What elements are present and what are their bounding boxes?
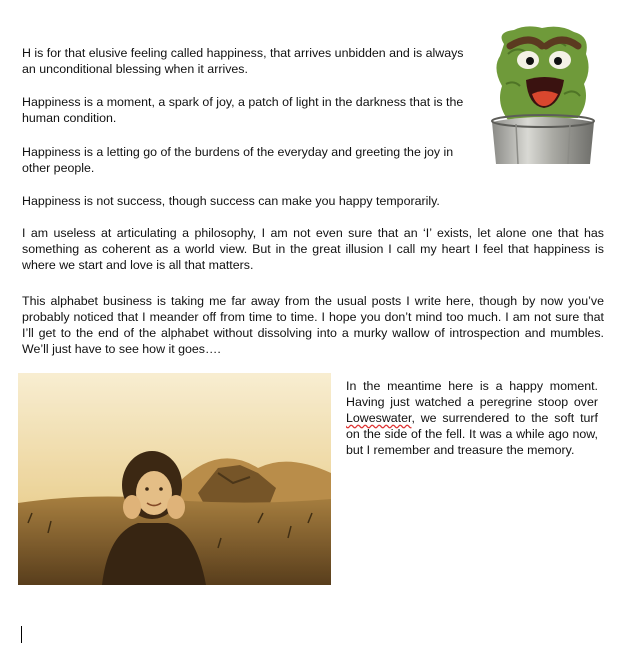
caption-text-start: In the meantime here is a happy moment. Having just watched a peregrine stoop over xyxy=(346,379,598,409)
paragraph-2: Happiness is a moment, a spark of joy, a patch of light in the darkness that is the human condition. xyxy=(22,95,464,125)
paragraph-1: H is for that elusive feeling called happiness, that arrives unbidden and is always an unconditional blessing when it arrives. xyxy=(22,46,464,76)
paragraph-6: This alphabet business is taking me far away from the usual posts I write here, though by now you’ve probably noticed that I meander off from time to time. I hope you don’t mind too much. I am not sure that I’ll get to the end of the alphabet without dissolving into a murky wallow of introspection and mumbles. We’ll just have to see how it goes…. xyxy=(22,294,604,356)
paragraph-3: Happiness is a letting go of the burdens of the everyday and greeting the joy in other people. xyxy=(22,145,454,175)
paragraph-4: Happiness is not success, though success can make you happy temporarily. xyxy=(22,194,440,208)
oscar-grouch-image xyxy=(486,24,598,164)
text-cursor xyxy=(21,626,22,643)
woman-on-fell-photo xyxy=(18,373,331,585)
photo-caption xyxy=(346,378,598,458)
paragraph-5: I am useless at articulating a philosophy, I am not even sure that an ‘I’ exists, let alone one that has something as coherent as a world view. But in the great illusion I call my heart I feel that happiness is where we start and love is all that matters. xyxy=(22,226,604,272)
caption-text-end: , we surrendered to the soft turf on the side of the fell. It was a while ago now, but I remember and treasure the memory. xyxy=(346,411,598,457)
misspelled-word[interactable]: Loweswater xyxy=(346,411,412,425)
